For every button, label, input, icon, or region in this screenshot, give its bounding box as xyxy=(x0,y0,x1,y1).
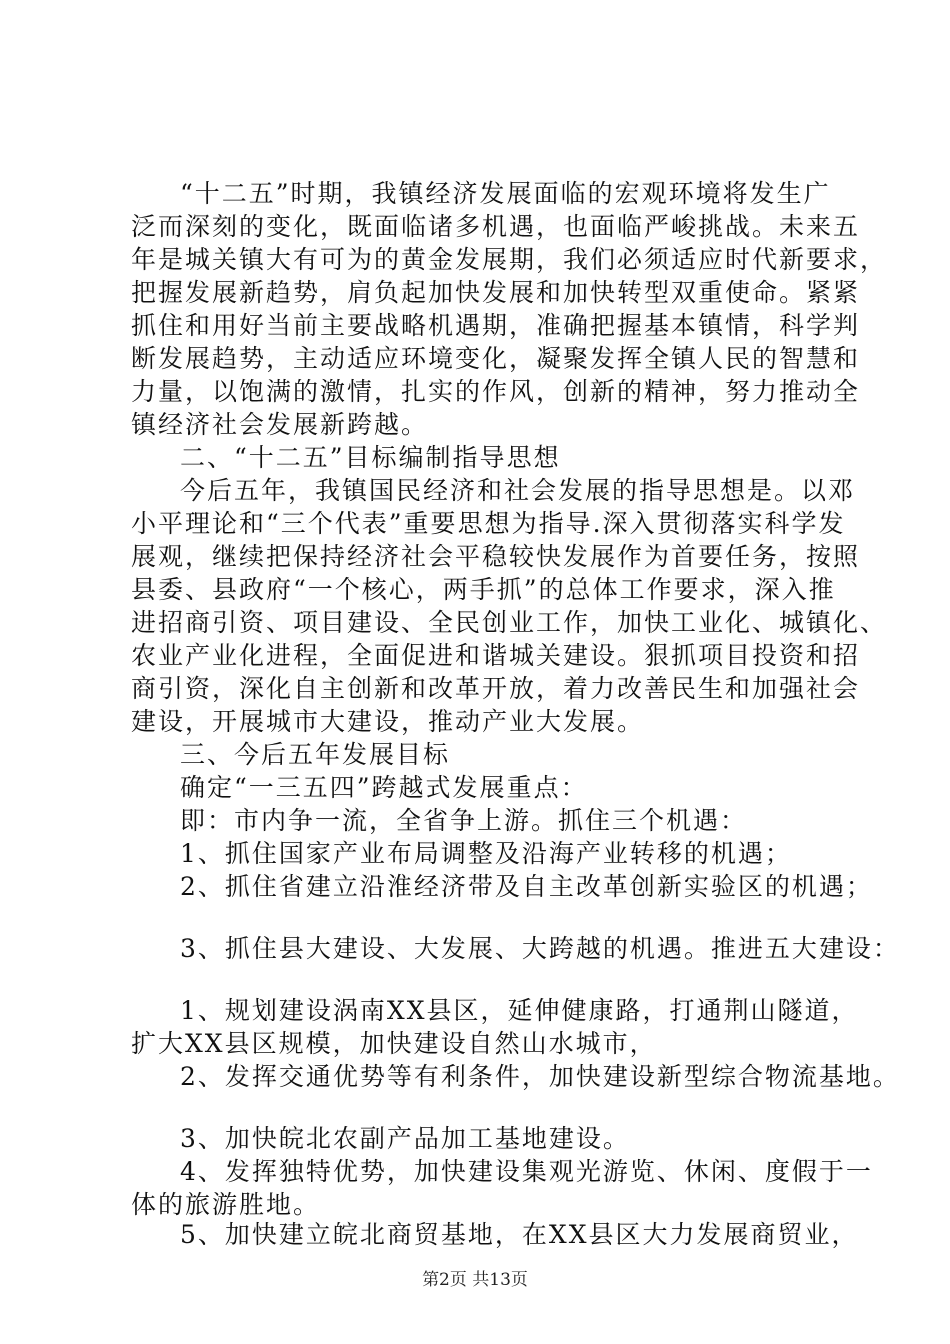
list-item: 1、抓住国家产业布局调整及沿海产业转移的机遇； xyxy=(180,839,792,868)
paragraph-line: 县委、县政府“一个核心，两手抓”的总体工作要求，深入推 xyxy=(131,575,836,604)
paragraph-line: 商引资，深化自主创新和改革开放，着力改善民生和加强社会 xyxy=(131,674,861,703)
paragraph-line: 农业产业化进程，全面促进和谐城关建设。狠抓项目投资和招 xyxy=(131,641,861,670)
list-item-continuation: 扩大XX县区规模，加快建设自然山水城市， xyxy=(131,1029,657,1058)
page-number-footer: 第2页 共13页 xyxy=(422,1270,528,1290)
list-item: 5、加快建立皖北商贸基地，在XX县区大力发展商贸业， xyxy=(180,1220,859,1249)
paragraph-line: 抓住和用好当前主要战略机遇期，准确把握基本镇情，科学判 xyxy=(131,311,861,340)
list-item: 3、加快皖北农副产品加工基地建设。 xyxy=(180,1124,630,1153)
paragraph-line: 断发展趋势，主动适应环境变化，凝聚发挥全镇人民的智慧和 xyxy=(131,344,861,373)
paragraph-line: 年是城关镇大有可为的黄金发展期，我们必须适应时代新要求， xyxy=(131,245,888,274)
paragraph-line: 力量，以饱满的激情，扎实的作风，创新的精神，努力推动全 xyxy=(131,377,861,406)
paragraph-line: 泛而深刻的变化，既面临诸多机遇，也面临严峻挑战。未来五 xyxy=(131,212,861,241)
paragraph-line: 镇经济社会发展新跨越。 xyxy=(131,410,429,439)
list-item: 4、发挥独特优势，加快建设集观光游览、休闲、度假于一 xyxy=(180,1157,873,1186)
section-heading: 二、“十二五”目标编制指导思想 xyxy=(180,443,561,472)
paragraph-line: 确定“一三五四”跨越式发展重点： xyxy=(180,773,588,802)
paragraph-line: 建设，开展城市大建设，推动产业大发展。 xyxy=(131,707,645,736)
paragraph-line: 即：市内争一流，全省争上游。抓住三个机遇： xyxy=(180,806,748,835)
paragraph-line: 把握发展新趋势，肩负起加快发展和加快转型双重使命。紧紧 xyxy=(131,278,861,307)
paragraph-line: “十二五”时期，我镇经济发展面临的宏观环境将发生广 xyxy=(180,179,831,208)
paragraph-line: 今后五年，我镇国民经济和社会发展的指导思想是。以邓 xyxy=(180,476,856,505)
paragraph-line: 展观，继续把保持经济社会平稳较快发展作为首要任务，按照 xyxy=(131,542,861,571)
list-item: 1、规划建设涡南XX县区，延伸健康路，打通荆山隧道， xyxy=(180,996,859,1025)
list-item-continuation: 体的旅游胜地。 xyxy=(131,1190,321,1219)
paragraph-line: 进招商引资、项目建设、全民创业工作，加快工业化、城镇化、 xyxy=(131,608,888,637)
paragraph-line: 小平理论和“三个代表”重要思想为指导.深入贯彻落实科学发 xyxy=(131,509,846,538)
list-item: 2、发挥交通优势等有利条件，加快建设新型综合物流基地。 xyxy=(180,1062,900,1091)
section-heading: 三、今后五年发展目标 xyxy=(180,740,451,769)
list-item: 3、抓住县大建设、大发展、大跨越的机遇。推进五大建设： xyxy=(180,934,900,963)
list-item: 2、抓住省建立沿淮经济带及自主改革创新实验区的机遇； xyxy=(180,872,873,901)
